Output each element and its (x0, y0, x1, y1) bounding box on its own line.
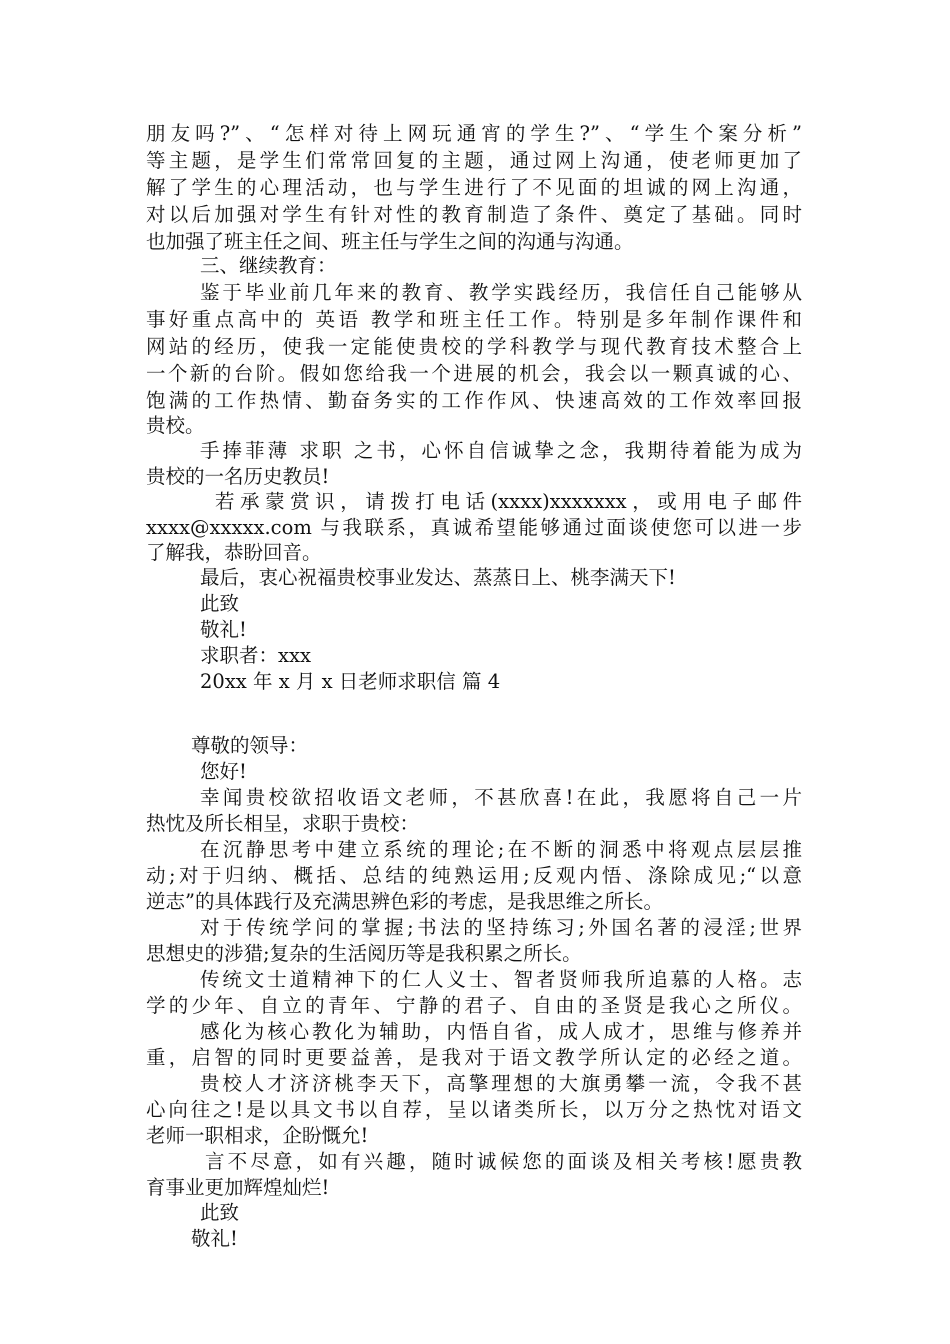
text-line: 育事业更加辉煌灿烂! (146, 1176, 330, 1199)
text-line: 幸闻贵校欲招收语文老师，不甚欣喜!在此，我愿将自己一片 (200, 786, 802, 809)
text-line: 贵校。 (146, 414, 205, 437)
closing-line: 敬礼! (200, 618, 247, 641)
text-line: 饱满的工作热情、勤奋务实的工作作风、快速高效的工作效率回报 (146, 389, 802, 412)
section-heading: 三、继续教育： (200, 254, 337, 277)
text-line: 了解我，恭盼回音。 (146, 541, 322, 564)
text-line: 也加强了班主任之间、班主任与学生之间的沟通与沟通。 (146, 230, 634, 253)
text-line: 逆志”的具体践行及充满思辨色彩的考虑，是我思维之所长。 (146, 890, 663, 913)
greeting: 您好! (200, 760, 247, 783)
signature-line: 求职者：xxx (200, 644, 311, 667)
text-line: 若承蒙赏识，请拨打电话(xxxx)xxxxxxx，或用电子邮件 (215, 490, 802, 513)
text-line: 思想史的涉猎;复杂的生活阅历等是我积累之所长。 (146, 942, 582, 965)
closing-line: 此致 (200, 592, 240, 615)
text-line: 事好重点高中的 英语 教学和班主任工作。特别是多年制作课件和 (146, 308, 802, 331)
text-line: 对以后加强对学生有针对性的教育制造了条件、奠定了基础。同时 (146, 203, 802, 226)
text-line: 朋友吗?”、“怎样对待上网玩通宵的学生?”、“学生个案分析” (146, 122, 802, 145)
text-line: xxxx@xxxxx.com 与我联系，真诚希望能够通过面谈使您可以进一步 (146, 516, 802, 539)
text-line: 重，启智的同时更要益善，是我对于语文教学所认定的必经之道。 (146, 1046, 802, 1069)
text-line: 解了学生的心理活动，也与学生进行了不见面的坦诚的网上沟通， (146, 176, 802, 199)
text-line: 动;对于归纳、概括、总结的纯熟运用;反观内悟、涤除成见;“以意 (146, 864, 802, 887)
text-line: 在沉静思考中建立系统的理论;在不断的洞悉中将观点层层推 (200, 838, 802, 861)
text-line: 等主题，是学生们常常回复的主题，通过网上沟通，使老师更加了 (146, 149, 802, 172)
text-line: 心向往之!是以具文书以自荐，呈以诸类所长，以万分之热忱对语文 (146, 1098, 802, 1121)
text-line: 学的少年、自立的青年、宁静的君子、自由的圣贤是我心之所仪。 (146, 994, 802, 1017)
text-line: 感化为核心教化为辅助，内悟自省，成人成才，思维与修养并 (200, 1020, 802, 1043)
text-line: 手捧菲薄 求职 之书，心怀自信诚挚之念，我期待着能为成为 (200, 439, 802, 462)
text-line: 老师一职相求，企盼慨允! (146, 1124, 369, 1147)
text-line: 传统文士道精神下的仁人义士、智者贤师我所追慕的人格。志 (200, 968, 802, 991)
salutation: 尊敬的领导： (191, 734, 309, 757)
text-line: 鉴于毕业前几年来的教育、教学实践经历，我信任自己能够从 (200, 281, 802, 304)
text-line: 言不尽意，如有兴趣，随时诚候您的面谈及相关考核!愿贵教 (205, 1150, 802, 1173)
text-line: 热忱及所长相呈，求职于贵校： (146, 812, 420, 835)
text-line: 一个新的台阶。假如您给我一个进展的机会，我会以一颗真诚的心、 (146, 362, 802, 385)
closing-line: 敬礼! (191, 1227, 238, 1250)
text-line: 网站的经历，使我一定能使贵校的学科教学与现代教育技术整合上 (146, 335, 802, 358)
text-line: 对于传统学问的掌握;书法的坚持练习;外国名著的浸淫;世界 (200, 916, 802, 939)
closing-line: 此致 (200, 1201, 240, 1224)
text-line: 贵校人才济济桃李天下，高擎理想的大旗勇攀一流，令我不甚 (200, 1072, 802, 1095)
text-line: 最后，衷心祝福贵校事业发达、蒸蒸日上、桃李满天下! (200, 566, 676, 589)
date-heading-line: 20xx 年 x 月 x 日老师求职信 篇 4 (200, 670, 501, 693)
text-line: 贵校的一名历史教员! (146, 465, 330, 488)
